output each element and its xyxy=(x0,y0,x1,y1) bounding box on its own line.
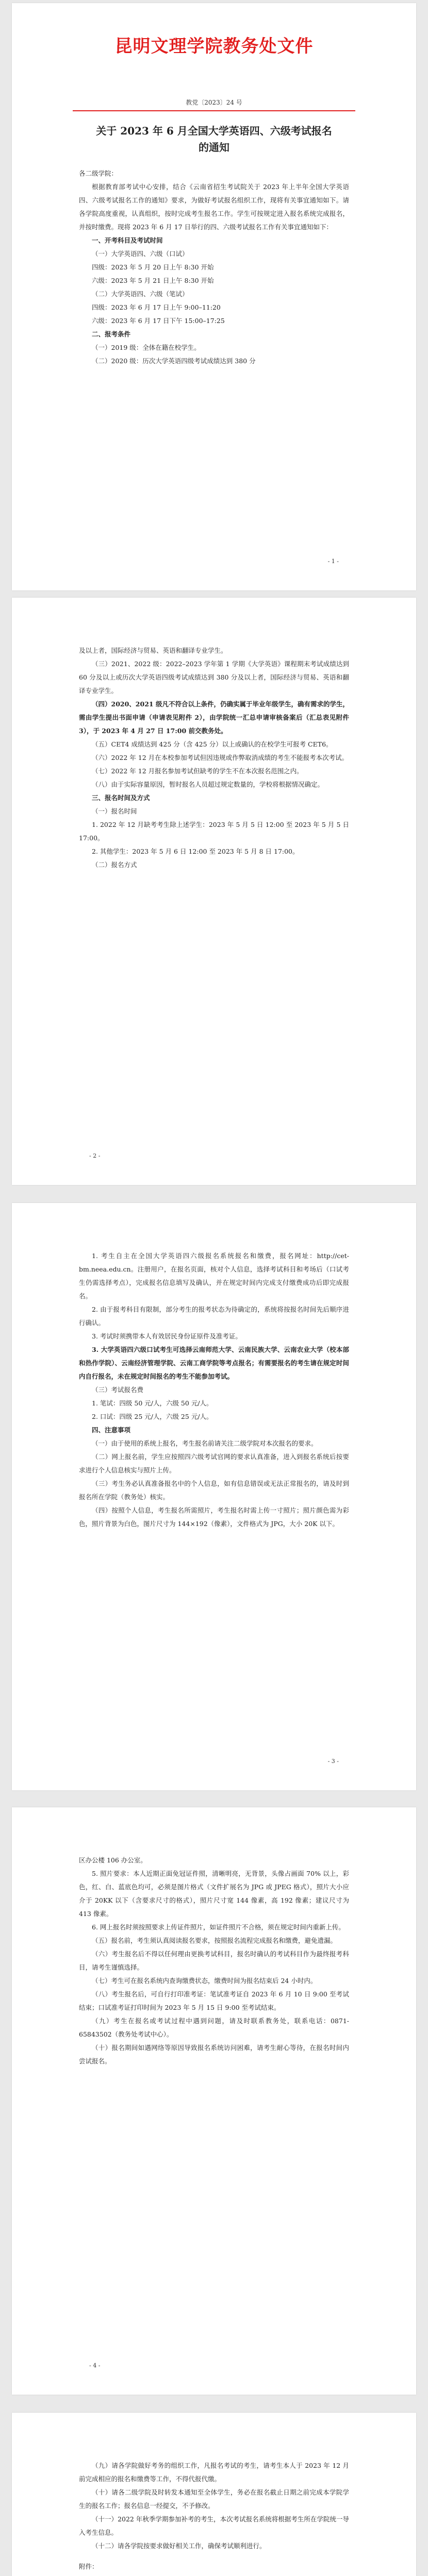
paragraph: 1. 2022 年 12 月缺考考生除上述学生：2023 年 5 月 5 日 12:00 至 2023 年 5 月 5 日 17:00。 xyxy=(79,821,349,842)
page-number: - 3 - xyxy=(327,1758,339,1765)
paragraph: 及以上者，国际经济与贸易、英语和翻译专业学生。 xyxy=(79,647,227,654)
page-number: - 4 - xyxy=(89,2362,101,2369)
document-page-3 xyxy=(12,1203,416,1790)
attachments-label: 附件： xyxy=(79,2563,98,2570)
document-page-2 xyxy=(12,598,416,1185)
paragraph-emphasis: （四）2020、2021 级凡不符合以上条件，仍确实属于毕业年级学生，确有需求的学生，需由学生提出书面申请（申请表见附件 2），由学院统一汇总申请审核备案后（汇总表见附件 3），于 2023 年 4 月 27 日 17:00 前交教务处。 xyxy=(79,700,349,735)
page-number: - 2 - xyxy=(89,1153,101,1159)
page-body xyxy=(79,167,349,368)
paragraph: （六）考生报名后不得以任何理由更换考试科目，报名时确认的考试科目作为最终报考科目，请考生谨慎选择。 xyxy=(79,1950,349,1971)
section-heading: 一、开考科目及考试时间 xyxy=(92,236,163,244)
paragraph: 各二级学院： xyxy=(79,170,118,177)
paragraph: （三）考生务必认真准备报名中的个人信息，如有信息错误或无法正常报名的，请及时到报名所在学院（教务处）核实。 xyxy=(79,1480,349,1501)
doc-number: 教党〔2023〕24 号 xyxy=(186,99,242,106)
page-body xyxy=(79,1249,349,1531)
paragraph: （一）由于使用的系统上报名，考生报名前请关注二级学院对本次报名的要求。 xyxy=(92,1439,318,1447)
section-heading: 三、报名时间及方式 xyxy=(92,794,150,802)
paragraph: （九）考生在报名或考试过程中遇到问题，请及时联系教务处，联系电话：0871-65843502（教务处考试中心）。 xyxy=(79,2017,349,2038)
paragraph: （五）CET4 成绩达到 425 分（含 425 分）以上或确认的在校学生可报考 CET6。 xyxy=(92,740,333,748)
attachments-block xyxy=(79,2560,349,2576)
org-header: 昆明文理学院教务处文件 xyxy=(114,36,314,57)
paragraph: 区办公楼 106 办公室。 xyxy=(79,1856,147,1864)
paragraph: （一）2019 级：全体在籍在校学生。 xyxy=(92,344,201,351)
page-body xyxy=(79,644,349,872)
paragraph: （六）2022 年 12 月在本校参加考试但因违规或作弊取消成绩的考生不能报考本次考试。 xyxy=(92,754,349,761)
paragraph: （九）请各学院做好考务的组织工作，凡报名考试的考生，请考生本人于 2023 年 12 月前完成相应的报名和缴费等工作，不得代报代缴。 xyxy=(79,2462,349,2483)
paragraph: （八）考生报名后，可自行打印准考证：笔试准考证自 2023 年 6 月 10 日 9:00 至考试结束；口试准考证打印时间为 2023 年 5 月 15 日 9:00 至考试结束。 xyxy=(79,1990,349,2011)
paragraph: （十）请各二级学院及时转发本通知至全体学生，务必在报名截止日期之前完成本学院学生的报名工作；报名信息一经提交，不予修改。 xyxy=(79,2488,349,2510)
paragraph: （四）按照个人信息，考生报名所需照片，考生报名时需上传一寸照片；照片颜色需为彩色，照片背景为白色，图片尺寸为 144×192（像素），文件格式为 JPG，大小 20K 以下。 xyxy=(79,1506,349,1528)
document-page-4 xyxy=(12,1807,416,2395)
document-page-5 xyxy=(12,2413,416,2576)
page-body xyxy=(79,1854,349,2068)
paragraph: （十一）2022 年秋季学期参加补考的考生，本次考试报名系统将根据考生所在学院统一导入考生信息。 xyxy=(79,2515,349,2536)
document-page-1 xyxy=(12,3,416,590)
red-divider xyxy=(73,110,355,111)
paragraph: （一）大学英语四、六级（口试） xyxy=(92,250,189,258)
paragraph: 2. 由于报考科目有限制，部分考生的报考状态为待确定的，系统将按报名时间先后顺序进行确认。 xyxy=(79,1306,349,1327)
paragraph: （二）2020 级：历次大学英语四级考试成绩达到 380 分 xyxy=(92,357,256,365)
page-body xyxy=(79,2459,349,2576)
paragraph: 2. 其他学生：2023 年 5 月 6 日 12:00 至 2023 年 5 月 8 日 17:00。 xyxy=(92,848,299,855)
paragraph: 2. 口试：四级 25 元/人，六级 25 元/人。 xyxy=(92,1413,213,1420)
paragraph: 六级：2023 年 6 月 17 日下午 15:00–17:25 xyxy=(92,317,225,325)
attachment-item xyxy=(79,2573,349,2576)
paragraph: （八）由于实际容量原因，暂时报名人员超过规定数量的，学校将根据情况确定。 xyxy=(92,781,324,788)
paragraph: 四级：2023 年 6 月 17 日上午 9:00–11:20 xyxy=(92,303,221,311)
paragraph: （二）网上报名前，学生应按照四六级考试官网的要求认真准备，进入到报名系统后按要求进行个人信息核实与照片上传。 xyxy=(79,1453,349,1474)
paragraph: 六级：2023 年 5 月 21 日上午 8:30 开始 xyxy=(92,277,214,284)
paragraph: （三）2021、2022 级：2022–2023 学年第 1 学期《大学英语》课程期末考试成绩达到 60 分及以上或历次大学英语四级考试成绩达到 380 分及以上者，国际经济与贸易、英语和翻译专业学生。 xyxy=(79,660,349,694)
paragraph: 1. 笔试：四级 50 元/人，六级 50 元/人。 xyxy=(92,1399,213,1407)
doc-title: 关于 2023 年 6 月全国大学英语四、六级考试报名的通知 xyxy=(96,125,332,154)
paragraph: 3. 考试时须携带本人有效居民身份证原件及准考证。 xyxy=(92,1332,242,1340)
paragraph: 四级：2023 年 5 月 20 日上午 8:30 开始 xyxy=(92,263,214,271)
paragraph-emphasis: 3. 大学英语四六级口试考生可选择云南师范大学、云南民族大学、云南农业大学（校本部和热作学院）、云南经济管理学院、云南工商学院等考点报名；有需要报名的考生请在规定时间内自行报名，未在规定时间报名的考生不能参加考试。 xyxy=(79,1346,349,1380)
paragraph: （七）考生可在报名系统内查询缴费状态，缴费时间为报名结束后 24 小时内。 xyxy=(92,1977,317,1985)
section-heading: 四、注意事项 xyxy=(92,1426,131,1434)
paragraph: （一）报名时间 xyxy=(92,807,137,815)
paragraph: （二）报名方式 xyxy=(92,861,137,869)
paragraph: 1. 考生自主在全国大学英语四六级报名系统报名和缴费，报名网址：http://cet-bm.neea.edu.cn。注册用户，在报名页面，核对个人信息，选择考试科目和考场后（口试考生仍需选择考点），完成报名信息填写及确认，并在规定时间内完成支付缴费成功后即完成报名。 xyxy=(79,1252,349,1300)
paragraph: （五）报名前，考生须认真阅读报名要求，按照报名流程完成报名和缴费，避免遗漏。 xyxy=(92,1937,337,1944)
paragraph: 5. 照片要求：本人近期正面免冠证件照，清晰明亮，无背景，头像占画面 70% 以上，彩色，红、白、蓝底色均可，必须是图片格式（文件扩展名为 JPG 或 JPEG 格式），照片大小应介于 20KK 以下（含要求尺寸的格式），照片尺寸宽 144 像素，高 192 像素；建议尺寸为 413 像素。 xyxy=(79,1870,349,1918)
paragraph: 6. 网上报名时须按照要求上传证件照片，如证件照片不合格，须在规定时间内重新上传。 xyxy=(92,1923,345,1931)
paragraph: （七）2022 年 12 月报名参加考试但缺考的学生不在本次报名范围之内。 xyxy=(92,767,303,775)
paragraph: （二）大学英语四、六级（笔试） xyxy=(92,290,189,298)
paragraph: （十）报名期间如遇网络等原因导致报名系统访问困难，请考生耐心等待，在报名时间内尝试报名。 xyxy=(79,2044,349,2065)
paragraph: （十二）请各学院按要求做好相关工作，确保考试顺利进行。 xyxy=(92,2542,266,2550)
section-heading: 二、报考条件 xyxy=(92,330,131,338)
page-number: - 1 - xyxy=(327,558,339,565)
paragraph: 根据教育部考试中心安排，结合《云南省招生考试院关于 2023 年上半年全国大学英语四、六级考试报名工作的通知》要求，为做好考试报名组织工作，现将有关事宜通知如下。请各学院高度重视，认真组织，按时完成考生报名工作。学生可按规定进入报名系统完成报名，并按时缴费。现将 2023 年 6 月 17 日举行的四、六级考试报名工作有关事宜通知如下： xyxy=(79,183,349,231)
paragraph: （三）考试报名费 xyxy=(92,1386,144,1394)
